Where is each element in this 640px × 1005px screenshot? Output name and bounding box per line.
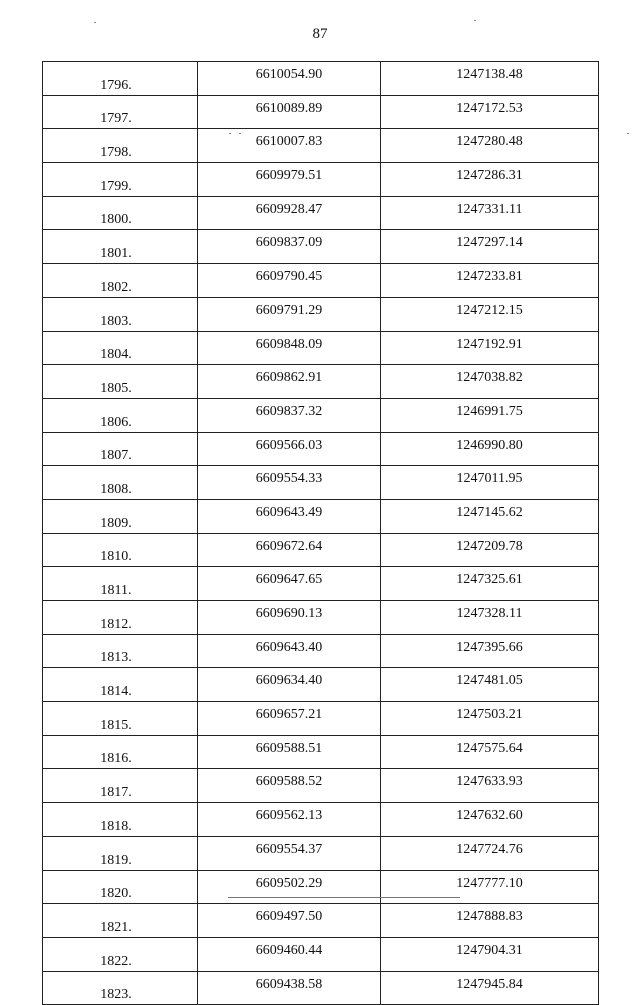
point-number-cell: 1799. bbox=[43, 163, 198, 197]
table-row bbox=[43, 735, 599, 769]
table-row bbox=[43, 601, 599, 635]
x-coordinate-cell: 6609657.21 bbox=[198, 702, 381, 736]
x-coordinate-cell: 6609672.64 bbox=[198, 533, 381, 567]
point-number-cell: 1811. bbox=[43, 567, 198, 601]
x-coordinate-cell: 6609460.44 bbox=[198, 937, 381, 971]
x-coordinate-cell: 6609497.50 bbox=[198, 904, 381, 938]
page-number: 87 bbox=[312, 26, 328, 42]
y-coordinate-cell: 1247503.21 bbox=[381, 702, 599, 736]
point-number-cell: 1815. bbox=[43, 702, 198, 736]
table-row bbox=[43, 129, 599, 163]
y-coordinate-cell: 1247011.95 bbox=[381, 466, 599, 500]
point-number-cell: 1819. bbox=[43, 836, 198, 870]
x-coordinate-cell: 6609647.65 bbox=[198, 567, 381, 601]
table-row bbox=[43, 668, 599, 702]
table-row bbox=[43, 634, 599, 668]
table-row bbox=[43, 331, 599, 365]
y-coordinate-cell: 1247633.93 bbox=[381, 769, 599, 803]
y-coordinate-cell: 1247038.82 bbox=[381, 365, 599, 399]
table-row bbox=[43, 499, 599, 533]
y-coordinate-cell: 1246991.75 bbox=[381, 398, 599, 432]
table-row bbox=[43, 937, 599, 971]
y-coordinate-cell: 1247904.31 bbox=[381, 937, 599, 971]
y-coordinate-cell: 1247286.31 bbox=[381, 163, 599, 197]
x-coordinate-cell: 6609837.09 bbox=[198, 230, 381, 264]
scan-speck bbox=[627, 133, 629, 134]
x-coordinate-cell: 6609588.51 bbox=[198, 735, 381, 769]
y-coordinate-cell: 1247212.15 bbox=[381, 297, 599, 331]
footer-line bbox=[228, 897, 460, 898]
point-number-cell: 1805. bbox=[43, 365, 198, 399]
point-number-cell: 1821. bbox=[43, 904, 198, 938]
x-coordinate-cell: 6609643.49 bbox=[198, 499, 381, 533]
x-coordinate-cell: 6609566.03 bbox=[198, 432, 381, 466]
point-number-cell: 1810. bbox=[43, 533, 198, 567]
table-row bbox=[43, 230, 599, 264]
table-row bbox=[43, 567, 599, 601]
point-number-cell: 1798. bbox=[43, 129, 198, 163]
table-row bbox=[43, 533, 599, 567]
point-number-cell: 1814. bbox=[43, 668, 198, 702]
y-coordinate-cell: 1247331.11 bbox=[381, 196, 599, 230]
point-number-cell: 1817. bbox=[43, 769, 198, 803]
table-row bbox=[43, 870, 599, 904]
point-number-cell: 1823. bbox=[43, 971, 198, 1005]
table-row bbox=[43, 836, 599, 870]
scan-speck bbox=[94, 22, 96, 23]
scan-speck bbox=[474, 20, 476, 21]
y-coordinate-cell: 1247138.48 bbox=[381, 62, 599, 96]
x-coordinate-cell: 6610007.83 bbox=[198, 129, 381, 163]
y-coordinate-cell: 1246990.80 bbox=[381, 432, 599, 466]
table-row bbox=[43, 702, 599, 736]
y-coordinate-cell: 1247209.78 bbox=[381, 533, 599, 567]
x-coordinate-cell: 6609837.32 bbox=[198, 398, 381, 432]
table-row bbox=[43, 196, 599, 230]
point-number-cell: 1800. bbox=[43, 196, 198, 230]
x-coordinate-cell: 6610089.89 bbox=[198, 95, 381, 129]
point-number-cell: 1801. bbox=[43, 230, 198, 264]
point-number-cell: 1803. bbox=[43, 297, 198, 331]
table-row bbox=[43, 163, 599, 197]
table-row bbox=[43, 466, 599, 500]
point-number-cell: 1802. bbox=[43, 264, 198, 298]
point-number-cell: 1806. bbox=[43, 398, 198, 432]
y-coordinate-cell: 1247172.53 bbox=[381, 95, 599, 129]
y-coordinate-cell: 1247888.83 bbox=[381, 904, 599, 938]
y-coordinate-cell: 1247328.11 bbox=[381, 601, 599, 635]
coordinates-table bbox=[42, 61, 599, 1005]
point-number-cell: 1796. bbox=[43, 62, 198, 96]
y-coordinate-cell: 1247325.61 bbox=[381, 567, 599, 601]
point-number-cell: 1809. bbox=[43, 499, 198, 533]
x-coordinate-cell: 6609979.51 bbox=[198, 163, 381, 197]
table-row bbox=[43, 95, 599, 129]
x-coordinate-cell: 6609791.29 bbox=[198, 297, 381, 331]
x-coordinate-cell: 6609438.58 bbox=[198, 971, 381, 1005]
table-row bbox=[43, 264, 599, 298]
point-number-cell: 1804. bbox=[43, 331, 198, 365]
y-coordinate-cell: 1247280.48 bbox=[381, 129, 599, 163]
y-coordinate-cell: 1247297.14 bbox=[381, 230, 599, 264]
table-row bbox=[43, 432, 599, 466]
x-coordinate-cell: 6609928.47 bbox=[198, 196, 381, 230]
y-coordinate-cell: 1247724.76 bbox=[381, 836, 599, 870]
y-coordinate-cell: 1247233.81 bbox=[381, 264, 599, 298]
table-row bbox=[43, 398, 599, 432]
point-number-cell: 1797. bbox=[43, 95, 198, 129]
point-number-cell: 1807. bbox=[43, 432, 198, 466]
table-row bbox=[43, 297, 599, 331]
point-number-cell: 1820. bbox=[43, 870, 198, 904]
x-coordinate-cell: 6609502.29 bbox=[198, 870, 381, 904]
y-coordinate-cell: 1247395.66 bbox=[381, 634, 599, 668]
x-coordinate-cell: 6609554.37 bbox=[198, 836, 381, 870]
table-row bbox=[43, 62, 599, 96]
point-number-cell: 1816. bbox=[43, 735, 198, 769]
y-coordinate-cell: 1247575.64 bbox=[381, 735, 599, 769]
x-coordinate-cell: 6609643.40 bbox=[198, 634, 381, 668]
point-number-cell: 1808. bbox=[43, 466, 198, 500]
y-coordinate-cell: 1247777.10 bbox=[381, 870, 599, 904]
x-coordinate-cell: 6609790.45 bbox=[198, 264, 381, 298]
x-coordinate-cell: 6609848.09 bbox=[198, 331, 381, 365]
point-number-cell: 1812. bbox=[43, 601, 198, 635]
x-coordinate-cell: 6609554.33 bbox=[198, 466, 381, 500]
y-coordinate-cell: 1247945.84 bbox=[381, 971, 599, 1005]
coordinates-table-body bbox=[43, 62, 599, 1005]
table-row bbox=[43, 769, 599, 803]
x-coordinate-cell: 6609562.13 bbox=[198, 803, 381, 837]
y-coordinate-cell: 1247145.62 bbox=[381, 499, 599, 533]
table-row bbox=[43, 365, 599, 399]
point-number-cell: 1813. bbox=[43, 634, 198, 668]
table-row bbox=[43, 803, 599, 837]
y-coordinate-cell: 1247192.91 bbox=[381, 331, 599, 365]
x-coordinate-cell: 6610054.90 bbox=[198, 62, 381, 96]
point-number-cell: 1822. bbox=[43, 937, 198, 971]
x-coordinate-cell: 6609588.52 bbox=[198, 769, 381, 803]
table-row bbox=[43, 971, 599, 1005]
x-coordinate-cell: 6609634.40 bbox=[198, 668, 381, 702]
y-coordinate-cell: 1247481.05 bbox=[381, 668, 599, 702]
x-coordinate-cell: 6609862.91 bbox=[198, 365, 381, 399]
point-number-cell: 1818. bbox=[43, 803, 198, 837]
x-coordinate-cell: 6609690.13 bbox=[198, 601, 381, 635]
table-row bbox=[43, 904, 599, 938]
y-coordinate-cell: 1247632.60 bbox=[381, 803, 599, 837]
